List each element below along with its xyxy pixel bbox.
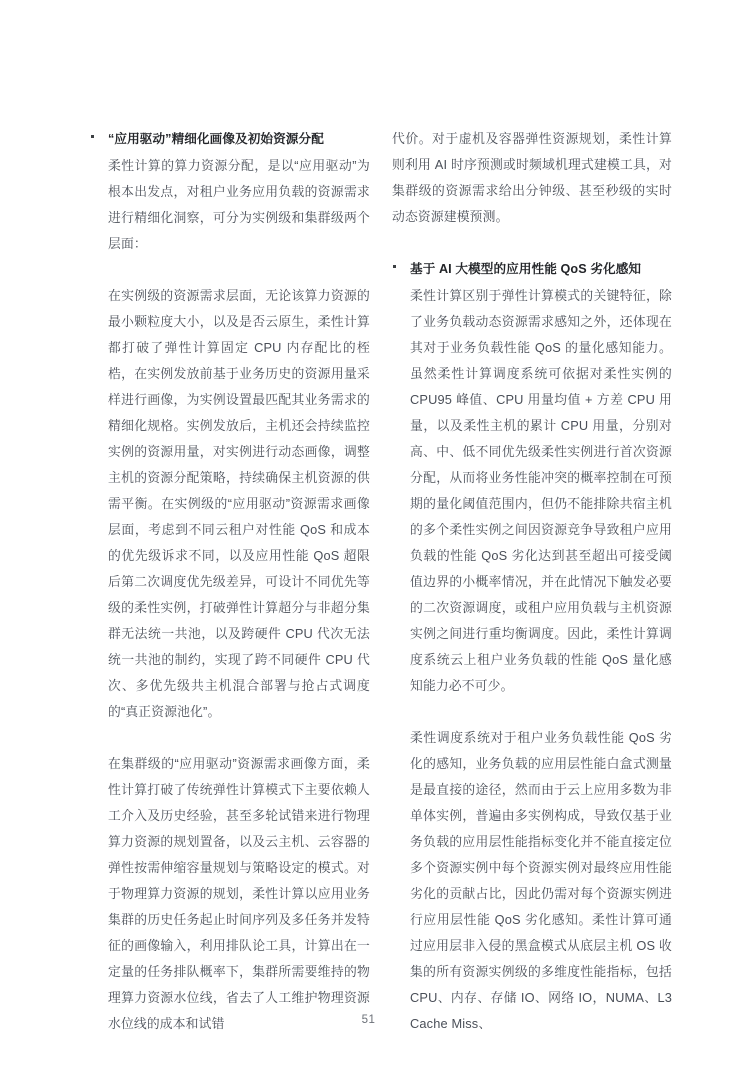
left-column: [90, 126, 370, 1037]
right-section-heading: 基于 AI 大模型的应用性能 QoS 劣化感知: [410, 262, 642, 276]
left-paragraph-1: 柔性计算的算力资源分配，是以“应用驱动”为根本出发点，对租户业务应用负载的资源需求进行精细化洞察，可分为实例级和集群级两个层面：: [108, 158, 370, 251]
bullet-point-icon: [393, 265, 396, 268]
bullet-point-icon: [91, 135, 94, 138]
left-section-heading: “应用驱动”精细化画像及初始资源分配: [108, 132, 324, 146]
right-paragraph-2: 柔性调度系统对于租户业务负载性能 QoS 劣化的感知，业务负载的应用层性能白盒式测量是最直接的途径，然而由于云上应用多数为非单体实例，普遍由多实例构成，导致仅基于业务负载的应用层性能指标变化并不能直接定位多个资源实例中每个资源实例对最终应用性能劣化的贡献占比，因此仍需对每个资源实例进行应用层性能 QoS 劣化感知。柔性计算可通过应用层非入侵的黑盒模式从底层主机 OS 收集的所有资源实例级的多维度性能指标，包括 CPU、内存、存储 IO、网络 IO，NUMA、L3 Cache Miss、: [410, 730, 672, 1031]
right-paragraph-1: 柔性计算区别于弹性计算模式的关键特征，除了业务负载动态资源需求感知之外，还体现在其对于业务负载性能 QoS 的量化感知能力。虽然柔性计算调度系统可依据对柔性实例的 CPU95 峰值、CPU 用量均值 + 方差 CPU 用量，以及柔性主机的累计 CPU 用量，分别对高、中、低不同优先级柔性实例进行首次资源分配，从而将业务性能冲突的概率控制在可预期的量化阈值范围内，但仍不能排除共宿主机的多个柔性实例之间因资源竞争导致租户应用负载的性能 QoS 劣化达到甚至超出可接受阈值边界的小概率情况，并在此情况下触发必要的二次资源调度，或租户应用负载与主机资源实例之间进行重均衡调度。因此，柔性计算调度系统云上租户业务负载的性能 QoS 量化感知能力必不可少。: [410, 288, 672, 693]
left-section-block: [90, 126, 370, 1037]
left-paragraph-3: 在集群级的“应用驱动”资源需求画像方面，柔性计算打破了传统弹性计算模式下主要依赖人工介入及历史经验，甚至多轮试错来进行物理算力资源的规划置备，以及云主机、云容器的弹性按需伸缩容量规划与策略设定的模式。对于物理算力资源的规划，柔性计算以应用业务集群的历史任务起止时间序列及多任务并发特征的画像输入，利用排队论工具，计算出在一定量的任务排队概率下，集群所需要维持的物理算力资源水位线，省去了人工维护物理资源水位线的成本和试错: [108, 756, 370, 1031]
right-column: [392, 126, 672, 1037]
right-section-block: [392, 256, 672, 1037]
page-number: 51: [361, 1014, 376, 1026]
section-spacer: [392, 230, 672, 256]
left-paragraph-2: 在实例级的资源需求层面，无论该算力资源的最小颗粒度大小，以及是否云原生，柔性计算都打破了弹性计算固定 CPU 内存配比的桎梏，在实例发放前基于业务历史的资源用量采样进行画像，为实例设置最匹配其业务需求的精细化规格。实例发放后，主机还会持续监控实例的资源用量，对实例进行动态画像，调整主机的资源分配策略，持续确保主机资源的供需平衡。在实例级的“应用驱动”资源需求画像层面，考虑到不同云租户对性能 QoS 和成本的优先级诉求不同，以及应用性能 QoS 超限后第二次调度优先级差异，可设计不同优先等级的柔性实例，打破弹性计算超分与非超分集群无法统一共池，以及跨硬件 CPU 代次无法统一共池的制约，实现了跨不同硬件 CPU 代次、多优先级共主机混合部署与抢占式调度的“真正资源池化”。: [108, 288, 370, 719]
two-column-layout: [0, 126, 737, 1037]
right-continuation-paragraph: 代价。对于虚机及容器弹性资源规划，柔性计算则利用 AI 时序预测或时频域机理式建模工具，对集群级的资源需求给出分钟级、甚至秒级的实时动态资源建模预测。: [392, 131, 672, 224]
